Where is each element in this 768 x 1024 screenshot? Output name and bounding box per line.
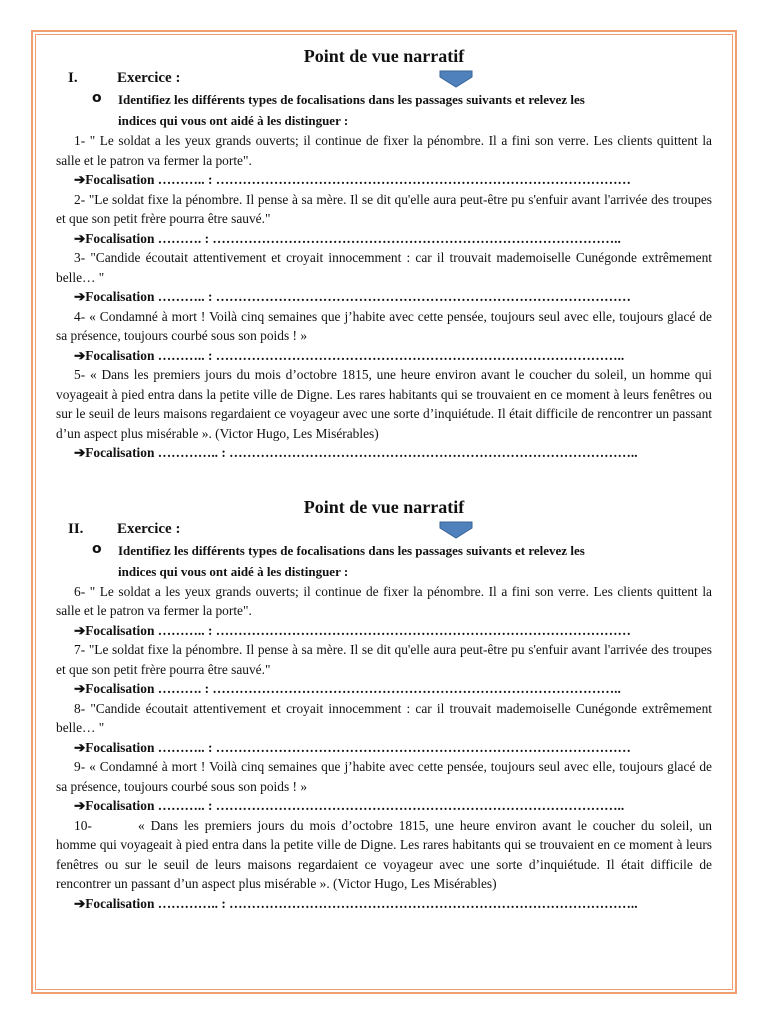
- passage-text: " Le soldat a les yeux grands ouverts; il continue de fixer la pénombre. Il a fini son verre. Les clients quittent la salle et le patron va fermer la porte".: [56, 583, 712, 618]
- section-title: Point de vue narratif: [303, 46, 465, 66]
- passage-text: « Condamné à mort ! Voilà cinq semaines que j’habite avec cette pensée, toujours seul avec elle, toujours glacé de sa présence, toujours courbé sous son poids ! »: [56, 759, 712, 794]
- focalisation-answer-line[interactable]: ➔Focalisation ………….. : ………………………………………………………………………………..: [74, 445, 638, 460]
- bullet-icon: o: [92, 90, 102, 106]
- bullet-icon: o: [92, 540, 102, 557]
- passage-text: « Condamné à mort ! Voilà cinq semaines que j’habite avec cette pensée, toujours seul avec elle, toujours glacé de sa présence, toujours courbé sous son poids ! »: [56, 308, 712, 343]
- exercise-heading: [56, 68, 712, 89]
- exercise-label: Exercice :: [117, 520, 181, 537]
- passage-number: 2-: [74, 191, 86, 207]
- exercise-numeral: II.: [68, 520, 84, 537]
- passage-number: 1-: [74, 133, 86, 148]
- instruction-line-1: Identifiez les différents types de focalisations dans les passages suivants et relevez les: [118, 542, 585, 558]
- passage-text: "Candide écoutait attentivement et croyait innocemment : car il trouvait mademoiselle Cunégonde extrêmement belle… ": [56, 700, 712, 735]
- focalisation-answer-line[interactable]: ➔Focalisation ……….. : …………………………………………………………………………………: [74, 289, 631, 304]
- passage-number: 5-: [74, 367, 86, 382]
- passage-4: [56, 307, 712, 346]
- instruction-line-2: indices qui vous ont aidé à les distinguer :: [118, 113, 349, 128]
- focalisation-answer-line[interactable]: ➔Focalisation ……….. : ………………………………………………………………………………..: [74, 347, 625, 363]
- exercise-label: Exercice :: [117, 70, 181, 86]
- passage-8: [56, 699, 712, 738]
- passage-text: "Le soldat fixe la pénombre. Il pense à sa mère. Il se dit qu'elle aura peut-être pu s'enfuir avant l'arrivée des troupes et que son petit frère pourra être sauvé.": [56, 191, 712, 226]
- focalisation-answer-line[interactable]: ➔Focalisation ………. : ………………………………………………………………………………..: [74, 230, 621, 246]
- instruction-line-1: Identifiez les différents types de focalisations dans les passages suivants et relevez les: [118, 92, 585, 107]
- passage-5: [56, 365, 712, 443]
- passage-6: [56, 582, 712, 621]
- passage-text: « Dans les premiers jours du mois d’octobre 1815, une heure environ avant le coucher du soleil, un homme qui voyageait à pied entra dans la petite ville de Digne. Les rares habitants qui se trouvaient en ce moment à leurs fenêtres ou sur le seuil de leurs maisons regardaient ce voyageur avec une sorte d’inquiétude. Il était difficile de rencontrer un passant d’un aspect plus misérable ». (Victor Hugo, Les Misérables): [56, 367, 712, 441]
- passage-3: [56, 248, 712, 287]
- passage-7: [56, 640, 712, 679]
- down-arrow-icon: [439, 521, 473, 539]
- passage-text: « Dans les premiers jours du mois d’octobre 1815, une heure environ avant le coucher du soleil, un homme qui voyageait à pied entra dans la petite ville de Digne. Les rares habitants qui se trouvaient en ce moment à leurs fenêtres ou sur le seuil de leurs maisons regardaient ce voyageur avec une sorte d’inquiétude. Il était difficile de rencontrer un passant d’un aspect plus misérable ». (Victor Hugo, Les Misérables): [56, 817, 712, 891]
- exercise-numeral: I.: [68, 70, 78, 86]
- focalisation-answer-line[interactable]: ➔Focalisation ………. : ………………………………………………………………………………..: [74, 681, 621, 696]
- passage-number: 9-: [74, 759, 86, 774]
- section-title: Point de vue narratif: [303, 496, 465, 517]
- passage-9: [56, 757, 712, 796]
- passage-2: [56, 190, 712, 229]
- focalisation-answer-line[interactable]: ➔Focalisation ……….. : …………………………………………………………………………………: [74, 172, 631, 187]
- exercise-section-1: [56, 44, 712, 463]
- exercise-heading: [56, 519, 712, 540]
- passage-1: [56, 131, 712, 170]
- passage-number: 8-: [74, 700, 86, 716]
- focalisation-answer-line[interactable]: ➔Focalisation ……….. : ………………………………………………………………………………..: [74, 798, 625, 813]
- passage-text: "Le soldat fixe la pénombre. Il pense à sa mère. Il se dit qu'elle aura peut-être pu s'enfuir avant l'arrivée des troupes et que son petit frère pourra être sauvé.": [56, 642, 712, 677]
- passage-number: 4-: [74, 308, 86, 324]
- passage-number: 6-: [74, 583, 86, 599]
- focalisation-answer-line[interactable]: ➔Focalisation ………….. : ………………………………………………………………………………..: [74, 895, 638, 911]
- passage-number: 3-: [74, 250, 86, 265]
- instruction: [56, 540, 712, 582]
- focalisation-answer-line[interactable]: ➔Focalisation ……….. : …………………………………………………………………………………: [74, 739, 631, 755]
- focalisation-answer-line[interactable]: ➔Focalisation ……….. : …………………………………………………………………………………: [74, 622, 631, 638]
- exercise-section-2: [56, 495, 712, 914]
- instruction: [56, 89, 712, 131]
- down-arrow-icon: [439, 70, 473, 88]
- passage-number: 7-: [74, 642, 86, 657]
- passage-text: "Candide écoutait attentivement et croyait innocemment : car il trouvait mademoiselle Cunégonde extrêmement belle… ": [56, 250, 712, 285]
- section-spacer: [56, 463, 712, 495]
- passage-10: [56, 816, 712, 894]
- instruction-line-2: indices qui vous ont aidé à les distinguer :: [118, 563, 349, 579]
- passage-number: 10-: [74, 817, 92, 833]
- worksheet: [56, 44, 712, 913]
- passage-text: " Le soldat a les yeux grands ouverts; il continue de fixer la pénombre. Il a fini son verre. Les clients quittent la salle et le patron va fermer la porte".: [56, 133, 712, 168]
